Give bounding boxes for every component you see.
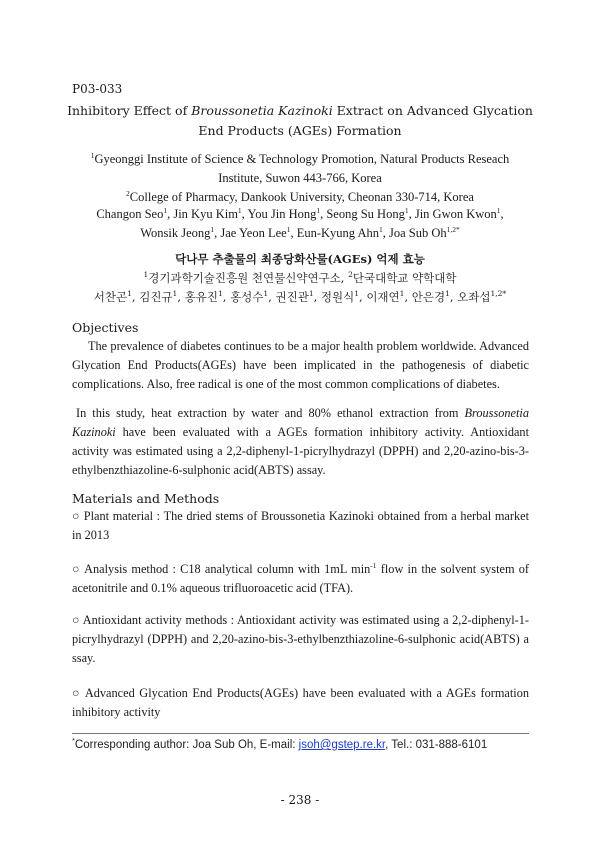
objectives-heading: Objectives bbox=[72, 320, 139, 335]
author-name: Wonsik Jeong bbox=[140, 226, 211, 240]
author-separator: , bbox=[404, 290, 412, 304]
m2-sup: -1 bbox=[370, 560, 377, 570]
title-species: Broussonetia Kazinoki bbox=[191, 103, 333, 118]
author-affiliation-sup: 1 bbox=[237, 205, 242, 215]
author-affiliation-sup: 1 bbox=[496, 205, 501, 215]
title-line2: End Products (AGEs) Formation bbox=[198, 123, 402, 138]
authors-korean bbox=[50, 288, 550, 307]
footnote bbox=[72, 736, 488, 751]
author-separator: , bbox=[167, 207, 174, 221]
author-affiliation-sup: 1 bbox=[127, 289, 132, 299]
title-part2: Extract on Advanced Glycation bbox=[332, 103, 533, 118]
aff1-line2: Institute, Suwon 443-766, Korea bbox=[218, 171, 382, 185]
affiliations-en bbox=[50, 150, 550, 207]
author-affiliation-sup: 1 bbox=[163, 205, 168, 215]
author-name: Jin Kyu Kim bbox=[173, 207, 238, 221]
author-name: 홍성수 bbox=[230, 290, 264, 304]
m2-b: flow in the solvent system of acetonitrile and 0.1% aqueous trifluoroacetic acid (TFA). bbox=[72, 562, 529, 595]
author-name: Jin Gwon Kwon bbox=[414, 207, 497, 221]
author-affiliation-sup: 1 bbox=[172, 289, 178, 299]
korean-block bbox=[50, 250, 550, 307]
methods-heading: Materials and Methods bbox=[72, 491, 220, 506]
footnote-divider bbox=[72, 733, 529, 734]
footnote-star: * bbox=[72, 736, 75, 746]
author-affiliation-sup: 1 bbox=[379, 224, 383, 234]
author-name: 김진규 bbox=[139, 290, 173, 304]
author-separator: , bbox=[500, 207, 504, 221]
title-part1: Inhibitory Effect of bbox=[67, 103, 192, 118]
author-separator: , bbox=[177, 290, 185, 304]
author-separator: , bbox=[214, 226, 221, 240]
kor-aff2-sup: 2 bbox=[348, 270, 353, 280]
method-ages: ○ Advanced Glycation End Products(AGEs) have been evaluated with a AGEs formation inhibitory activity bbox=[72, 686, 529, 719]
author-separator: , bbox=[408, 207, 415, 221]
author-separator: , bbox=[268, 290, 276, 304]
kor-aff2: 단국대학교 약학대학 bbox=[352, 271, 457, 285]
author-affiliation-sup: 1 bbox=[210, 224, 215, 234]
author-name: 서찬곤 bbox=[93, 290, 128, 304]
author-affiliation-sup: 1 bbox=[308, 289, 314, 299]
footnote-a: Corresponding author: Joa Sub Oh, E-mail: bbox=[74, 739, 299, 751]
author-affiliation-sup: 1 bbox=[217, 289, 223, 299]
korean-title: 닥나무 추출물의 최종당화산물(AGEs) 억제 효능 bbox=[175, 252, 425, 266]
author-name: 정원식 bbox=[320, 290, 355, 304]
objectives-p2-species: Broussonetia Kazinoki bbox=[72, 406, 529, 439]
page-number: - 238 - bbox=[280, 793, 320, 807]
aff1-line1: Gyeonggi Institute of Science & Technology Promotion, Natural Products Reseach bbox=[94, 152, 510, 166]
author-name: Jae Yeon Lee bbox=[220, 226, 287, 240]
author-name: 홍유진 bbox=[184, 290, 218, 304]
method-analysis bbox=[72, 560, 529, 598]
author-affiliation-sup: 1 bbox=[445, 289, 450, 299]
author-affiliation-sup: 1,2* bbox=[446, 224, 460, 234]
method-antioxidant: ○ Antioxidant activity methods : Antioxidant activity was estimated using a 2,2-diphenyl-1-picrylhydrazyl (DPPH) and 2,20-azino-bis-3-ethylbenzthiazoline-6-sulphonic acid(ABTS) assay. bbox=[72, 613, 529, 665]
author-separator: , bbox=[241, 207, 248, 221]
author-separator: , bbox=[449, 290, 458, 304]
author-affiliation-sup: 1 bbox=[404, 205, 409, 215]
author-name: 오좌섭 bbox=[457, 290, 491, 304]
author-separator: , bbox=[382, 226, 389, 240]
author-affiliation-sup: 1 bbox=[354, 289, 360, 299]
aff2-sup: 2 bbox=[126, 188, 130, 198]
objectives-paragraph-2 bbox=[72, 404, 529, 480]
aff2: College of Pharmacy, Dankook University, Cheonan 330-714, Korea bbox=[129, 190, 474, 204]
objectives-paragraph-1: The prevalence of diabetes continues to be a major health problem worldwide. Advanced Glycation End Products(AGEs) have been implicated in the pathogenesis of diabetic complications. Also, free radical is one of the most common complications of diabetes. bbox=[72, 339, 529, 391]
author-separator: , bbox=[313, 290, 321, 304]
kor-aff1: 경기과학기술진흥원 천연물신약연구소, bbox=[148, 271, 349, 285]
authors-en-line2 bbox=[50, 224, 550, 243]
author-affiliation-sup: 1 bbox=[263, 289, 269, 299]
email-link[interactable]: jsoh@gstep.re.kr bbox=[298, 739, 386, 751]
objectives-p2-b: have been evaluated with a AGEs formation inhibitory activity. Antioxidant activity was estimated using a 2,2-diphenyl-1-picrylhydrazyl (DPPH) and 2,20-azino-bis-3-ethylbenzthiazoline-6-sulphonic acid(ABTS) assay. bbox=[72, 425, 529, 477]
method-plant-material: ○ Plant material : The dried stems of Broussonetia Kazinoki obtained from a herbal market in 2013 bbox=[72, 509, 529, 542]
footnote-b: , Tel.: 031-888-6101 bbox=[385, 739, 488, 751]
aff1-sup: 1 bbox=[90, 150, 95, 160]
authors-en bbox=[50, 205, 550, 243]
author-name: 안은경 bbox=[411, 290, 446, 304]
authors-en-line1 bbox=[50, 205, 550, 224]
author-name: Seong Su Hong bbox=[326, 207, 405, 221]
objectives-p2-a: In this study, heat extraction by water and 80% ethanol extraction from bbox=[76, 406, 465, 420]
author-separator: , bbox=[222, 290, 231, 304]
author-affiliation-sup: 1 bbox=[316, 205, 321, 215]
kor-aff1-sup: 1 bbox=[143, 270, 149, 280]
author-name: Joa Sub Oh bbox=[389, 226, 447, 240]
paper-title bbox=[60, 101, 540, 141]
author-separator: , bbox=[131, 290, 140, 304]
author-separator: , bbox=[320, 207, 327, 221]
author-name: You Jin Hong bbox=[247, 207, 317, 221]
abstract-code: P03-033 bbox=[72, 82, 123, 96]
author-affiliation-sup: 1 bbox=[399, 289, 405, 299]
author-name: 이재연 bbox=[366, 290, 400, 304]
author-name: Eun-Kyung Ahn bbox=[296, 226, 379, 240]
author-name: Changon Seo bbox=[96, 207, 164, 221]
author-affiliation-sup: 1,2* bbox=[490, 289, 507, 299]
author-affiliation-sup: 1 bbox=[286, 224, 291, 234]
author-separator: , bbox=[290, 226, 297, 240]
author-name: 권진관 bbox=[275, 290, 309, 304]
m2-a: ○ Analysis method : C18 analytical column with 1mL min bbox=[72, 562, 371, 576]
author-separator: , bbox=[359, 290, 367, 304]
